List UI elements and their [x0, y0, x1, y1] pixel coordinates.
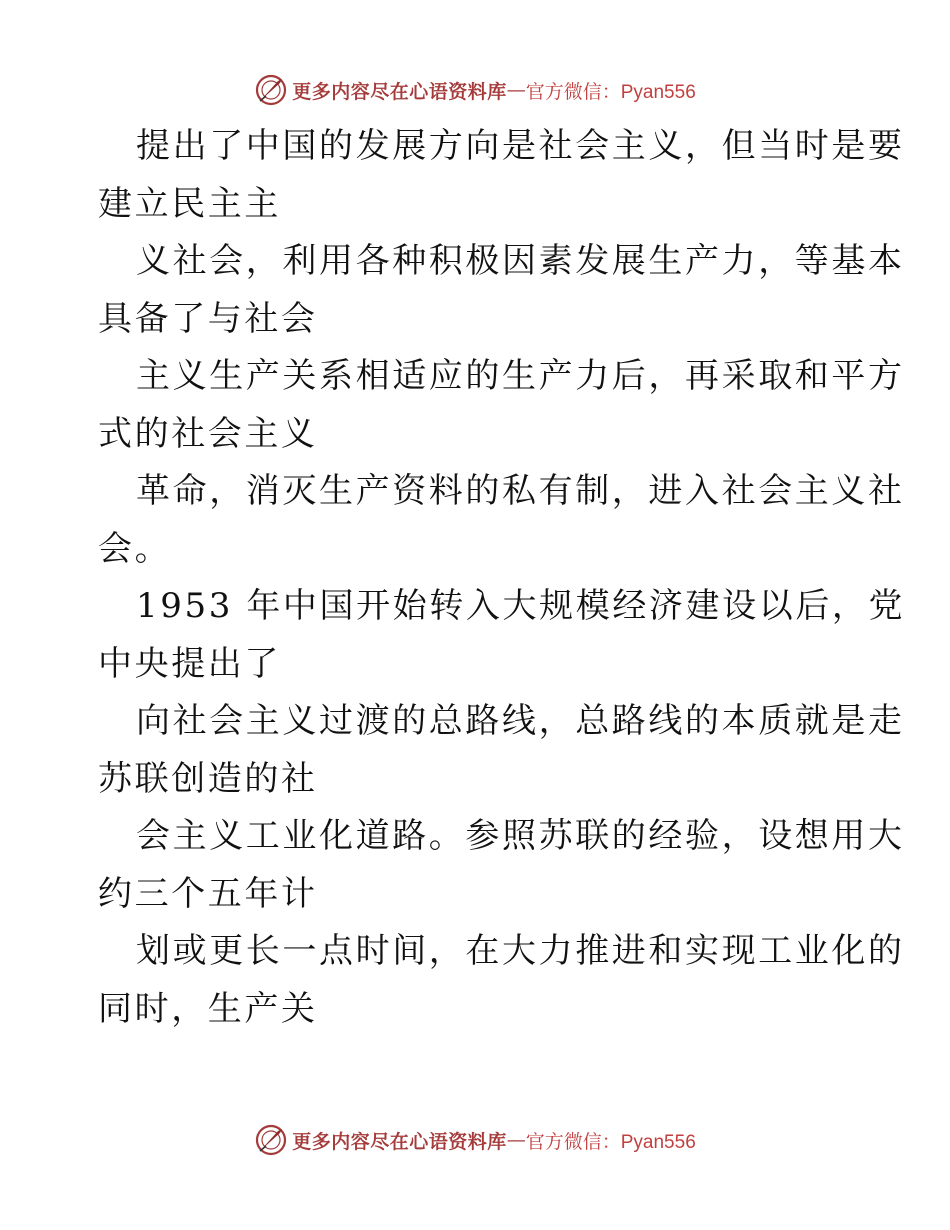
text-line: 约三个五年计 — [98, 873, 318, 914]
paragraph-6 — [98, 693, 905, 808]
footer-dash: — — [506, 1129, 526, 1151]
text-line: 提出了中国的发展方向是社会主义，但当时是要 — [136, 126, 905, 166]
quill-logo-icon — [254, 73, 288, 107]
paragraph-4 — [98, 463, 905, 578]
text-line: 划或更长一点时间，在大力推进和实现工业化的 — [136, 931, 905, 971]
text-line: 义社会，利用各种积极因素发展生产力，等基本 — [136, 241, 905, 281]
footer-contact: 官方微信：Pyan556 — [525, 1131, 696, 1153]
text-line: 主义生产关系相适应的生产力后，再采取和平方 — [136, 356, 905, 396]
text-line: 同时，生产关 — [98, 988, 318, 1029]
text-line: 建立民主主 — [98, 183, 281, 224]
quill-logo-icon — [254, 1123, 288, 1157]
paragraph-3 — [98, 348, 905, 463]
text-line: 会。 — [98, 528, 172, 569]
page-header — [0, 70, 950, 110]
text-line: 苏联创造的社 — [98, 758, 318, 799]
paragraph-1 — [98, 118, 905, 233]
document-body — [98, 118, 906, 1038]
footer-brand-text: 更多内容尽在心语资料库 — [292, 1130, 507, 1153]
header-brand-text: 更多内容尽在心语资料库 — [292, 80, 507, 103]
page-footer — [0, 1120, 950, 1160]
text-line: 革命，消灭生产资料的私有制，进入社会主义社 — [136, 471, 905, 511]
paragraph-2 — [98, 233, 905, 348]
text-line: 中央提出了 — [98, 643, 281, 684]
text-line: 式的社会主义 — [98, 413, 318, 454]
paragraph-8 — [98, 923, 905, 1038]
text-line: 向社会主义过渡的总路线，总路线的本质就是走 — [136, 701, 905, 741]
text-line: 1953 年中国开始转入大规模经济建设以后，党 — [136, 586, 906, 626]
header-contact: 官方微信：Pyan556 — [525, 81, 696, 103]
paragraph-7 — [98, 808, 905, 923]
text-line: 会主义工业化道路。参照苏联的经验，设想用大 — [136, 816, 905, 856]
paragraph-5 — [98, 578, 906, 693]
text-line: 具备了与社会 — [98, 298, 318, 339]
header-dash: — — [506, 79, 526, 101]
